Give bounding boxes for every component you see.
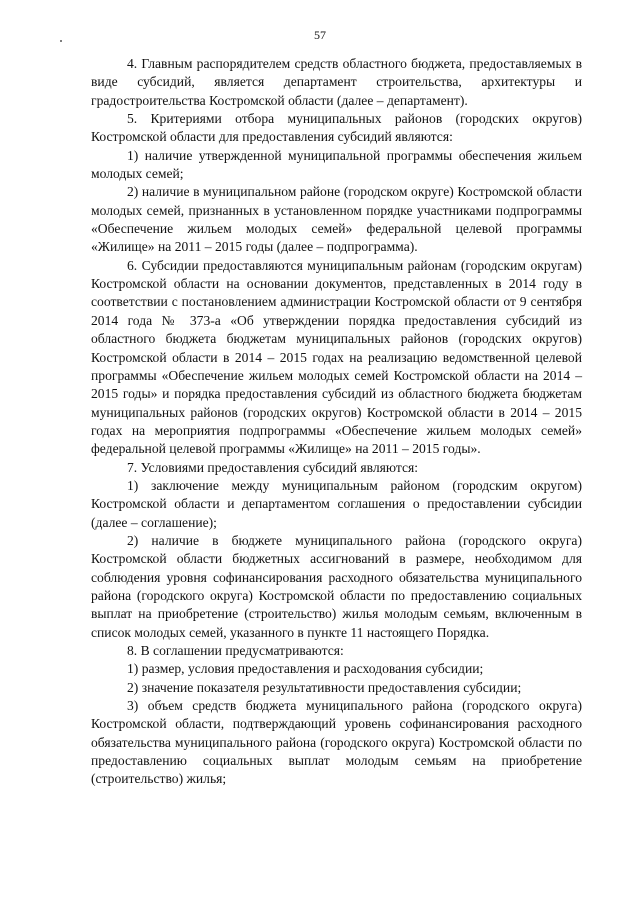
paragraph-item-4: 4. Главным распорядителем средств областного бюджета, предоставляемых в виде субсидий, является департамент строительства, архитектуры и градостроительства Костромской области (далее – департамент). <box>91 56 582 108</box>
paragraph-item-7-1: 1) заключение между муниципальным районом (городским округом) Костромской области и департаментом соглашения о предоставлении субсидии (далее – соглашение); <box>91 477 582 530</box>
paragraph-item-8-1: 1) размер, условия предоставления и расходования субсидии; <box>127 661 484 677</box>
paragraph-item-7-2: 2) наличие в бюджете муниципального района (городского округа) Костромской области бюджетных ассигнований в размере, необходимом для соблюдения уровня софинансирования расходного обязательства муниципального района (городского округа) Костромской области по предоставлению социальных выплат на приобретение (строительство) жилья молодым семьям, включенным в список молодых семей, указанного в пункте 11 настоящего Порядка. <box>91 532 582 640</box>
paragraph-item-8: 8. В соглашении предусматриваются: <box>127 643 344 658</box>
paragraph-item-8-3: 3) объем средств бюджета муниципального района (городского округа) Костромской области, подтверждающий уровень софинансирования расходного обязательства муниципального района (городского округа) Костромской области по предоставлению социальных выплат молодым семьям на приобретение (строительство) жилья; <box>91 698 582 787</box>
paragraph-item-5-1: 1) наличие утвержденной муниципальной программы обеспечения жильем молодых семей; <box>91 147 582 182</box>
paragraph-item-8-2: 2) значение показателя результативности предоставления субсидии; <box>127 679 522 695</box>
page-number: 57 <box>314 28 326 42</box>
paragraph-item-5: 5. Критериями отбора муниципальных районов (городских округов) Костромской области для предоставления субсидий являются: <box>91 111 582 145</box>
paragraph-item-7: 7. Условиями предоставления субсидий являются: <box>127 459 419 475</box>
paragraph-item-6: 6. Субсидии предоставляются муниципальным районам (городским округам) Костромской области на основании документов, представленных в 2014 году в соответствии с постановлением администрации Костромской области от 9 сентября 2014 года № 373-а «Об утверждении порядка предоставления субсидий из областного бюджета бюджетам муниципальных районов (городских округов) Костромской области в 2014 – 2015 годах на реализацию ведомственной целевой программы «Обеспечение жильем молодых семей Костромской области на 2014 – 2015 годы» и порядка предоставления субсидий из областного бюджета бюджетам муниципальных районов (городских округов) Костромской области в 2014 – 2015 годах на мероприятия подпрограммы «Обеспечение жильем молодых семей» федеральной целевой программы «Жилище» на 2011 – 2015 годы». <box>91 257 582 457</box>
scan-speck <box>60 40 62 42</box>
paragraph-item-5-2: 2) наличие в муниципальном районе (городском округе) Костромской области молодых семей, признанных в установленном порядке участниками подпрограммы «Обеспечение жильем молодых семей» федеральной целевой программы «Жилище» на 2011 – 2015 годы (далее – подпрограмма). <box>91 184 582 255</box>
document-body <box>91 55 582 789</box>
